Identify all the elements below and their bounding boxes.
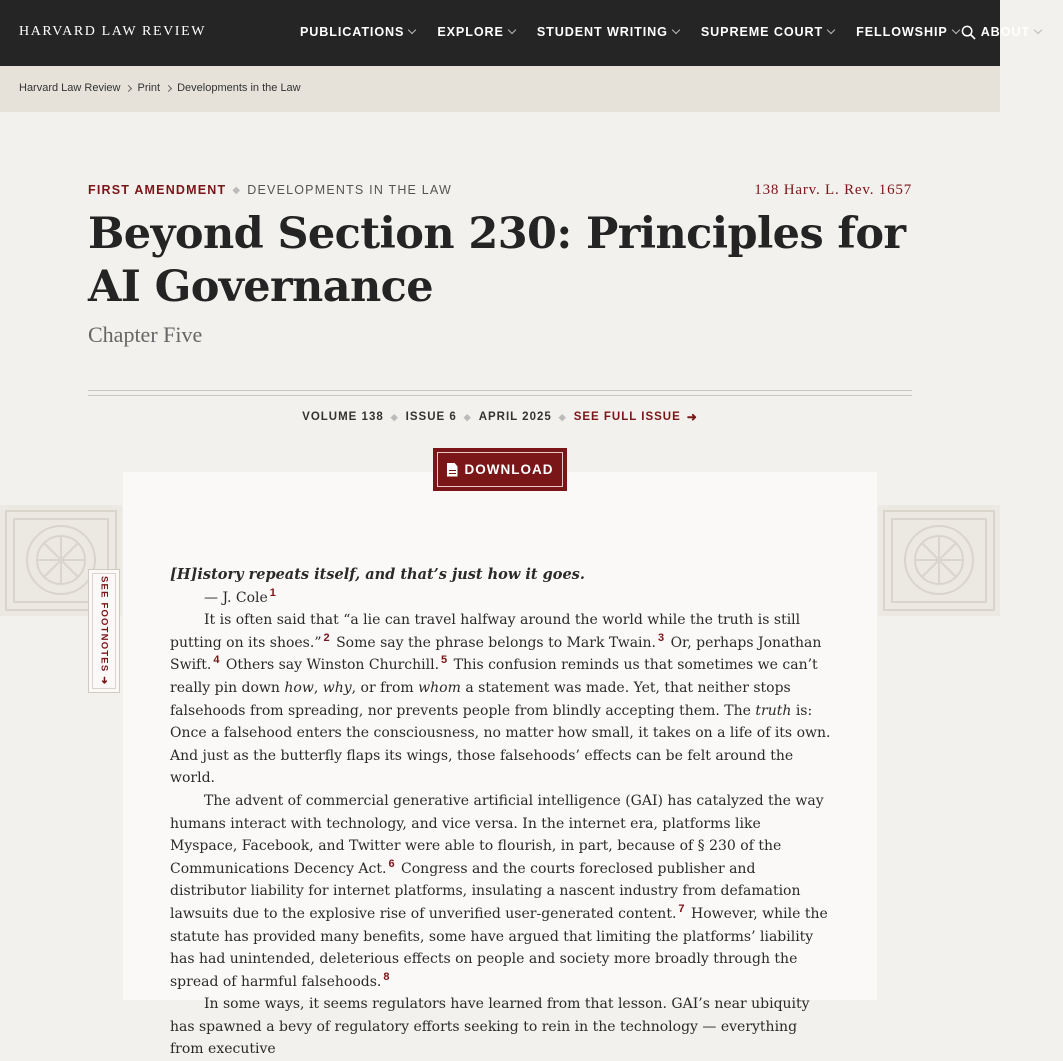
nav-supreme-court[interactable] xyxy=(701,25,834,39)
emphasis: truth xyxy=(755,702,792,719)
attribution-text: — J. Cole xyxy=(204,589,268,606)
nav-label: SUPREME COURT xyxy=(700,25,824,39)
paragraph xyxy=(170,609,832,790)
emphasis: whom xyxy=(418,679,461,696)
paragraph xyxy=(170,993,832,1061)
footnote-ref[interactable]: 4 xyxy=(213,654,220,667)
footnote-ref[interactable]: 8 xyxy=(383,970,390,983)
nav-label: PUBLICATIONS xyxy=(300,25,405,39)
diamond-separator-icon: ◆ xyxy=(463,411,472,422)
citation: 138 Harv. L. Rev. 1657 xyxy=(754,182,912,198)
chapter-subtitle: Chapter Five xyxy=(88,322,203,347)
chevron-right-icon xyxy=(125,84,132,91)
text-run: Others say Winston Churchill. xyxy=(225,657,440,674)
issue-label: ISSUE 6 xyxy=(405,411,457,423)
search-icon[interactable] xyxy=(961,25,976,40)
footnote-ref[interactable]: 3 xyxy=(658,631,665,644)
text-run: This confusion reminds us that sometimes we can’t really pin down xyxy=(170,657,818,696)
page-title: Beyond Section 230: Principles for AI Governance xyxy=(88,209,906,312)
divider xyxy=(88,390,912,391)
issue-date: APRIL 2025 xyxy=(478,411,552,423)
see-full-issue-link[interactable] xyxy=(574,410,698,424)
download-button[interactable] xyxy=(433,448,567,491)
diamond-separator-icon: ◆ xyxy=(558,411,567,422)
arrow-right-icon: ➜ xyxy=(686,410,698,424)
rosette-icon xyxy=(878,505,1000,616)
footnote-ref[interactable]: 1 xyxy=(269,586,276,599)
site-logo[interactable]: HARVARD LAW REVIEW xyxy=(19,24,207,39)
nav-fellowship[interactable] xyxy=(856,25,959,39)
diamond-separator-icon: ◆ xyxy=(390,411,399,422)
nav-student-writing[interactable] xyxy=(537,25,679,39)
decorative-ornament-right xyxy=(878,505,1000,616)
nav-label: STUDENT WRITING xyxy=(536,25,668,39)
text-run: , or from xyxy=(351,679,414,696)
footnote-ref[interactable]: 2 xyxy=(323,631,330,644)
chevron-right-icon xyxy=(165,84,172,91)
chevron-down-icon xyxy=(951,26,959,34)
chevron-down-icon xyxy=(408,26,416,34)
see-footnotes-button[interactable] xyxy=(88,569,120,693)
download-label: DOWNLOAD xyxy=(464,462,554,477)
epigraph-attribution xyxy=(170,587,832,610)
text-run: is: Once a falsehood enters the consciousness, no matter how small, it takes on a life of its own. And just as the butterfly flaps its wings, those falsehoods’ effects can be felt around the world. xyxy=(170,702,831,787)
footnote-ref[interactable]: 5 xyxy=(441,654,448,667)
nav-publications[interactable] xyxy=(300,25,415,39)
divider xyxy=(88,395,912,396)
text-run: , xyxy=(313,679,319,696)
emphasis: why xyxy=(322,679,352,696)
breadcrumb-link-print[interactable]: Print xyxy=(137,82,161,94)
footnote-ref[interactable]: 7 xyxy=(678,902,685,915)
text-run: However, while the statute has provided many benefits, some have argued that limiting the platforms’ liability has had unintended, deleterious effects on people and society more broadly through the spread of harmful falsehoods. xyxy=(170,905,828,990)
see-footnotes-label: SEE FOOTNOTES ➜ xyxy=(98,576,110,686)
nav-label: EXPLORE xyxy=(437,25,504,39)
epigraph: [H]istory repeats itself, and that’s just how it goes. xyxy=(170,566,585,583)
chevron-down-icon xyxy=(672,26,680,34)
text-run: a statement was made. Yet, that neither stops falsehoods from spreading, nor prevents people from blindly accepting them. The xyxy=(170,679,791,719)
category-link[interactable]: FIRST AMENDMENT xyxy=(88,183,227,197)
document-icon xyxy=(447,463,458,477)
top-nav xyxy=(0,0,1030,66)
paragraph xyxy=(170,790,832,993)
see-full-issue-label: SEE FULL ISSUE xyxy=(573,411,681,423)
breadcrumb-link-developments[interactable]: Developments in the Law xyxy=(177,82,301,94)
text-run: It is often said that “a lie can travel halfway around the world while the truth is still putting on its shoes.” xyxy=(170,612,801,651)
text-run: Some say the phrase belongs to Mark Twain. xyxy=(336,634,656,651)
series-link[interactable]: DEVELOPMENTS IN THE LAW xyxy=(247,183,452,197)
issue-info xyxy=(0,410,1000,424)
article-text xyxy=(170,564,832,1061)
chevron-down-icon xyxy=(827,26,835,34)
volume-label: VOLUME 138 xyxy=(302,411,384,423)
diamond-separator-icon: ◆ xyxy=(232,184,242,196)
nav-label: FELLOWSHIP xyxy=(856,25,948,39)
chevron-down-icon xyxy=(508,26,516,34)
text-run: In some ways, it seems regulators have learned from that lesson. GAI’s near ubiquity has spawned a bevy of regulatory efforts seeking to rein in the technology — everything from executive xyxy=(170,996,810,1058)
text-run: Congress and the courts foreclosed publisher and distributor liability for internet platforms, insulating a nascent industry from defamation lawsuits due to the explosive rise of unverified user-generated content. xyxy=(170,860,801,922)
nav-about[interactable] xyxy=(981,25,1041,39)
see-footnotes-inner xyxy=(92,573,116,689)
breadcrumb-bar xyxy=(0,66,1000,112)
emphasis: how xyxy=(284,679,314,696)
footnote-ref[interactable]: 6 xyxy=(388,857,395,870)
text-run: Or, perhaps Jonathan Swift. xyxy=(170,634,822,674)
breadcrumb-link-home[interactable]: Harvard Law Review xyxy=(19,82,121,94)
text-run: The advent of commercial generative artificial intelligence (GAI) has catalyzed the way humans interact with technology, and vice versa. In the internet era, platforms like Myspace, Facebook, and Twitter were able to flourish, in part, because of § 230 of the Communications Decency Act. xyxy=(170,792,824,877)
nav-label: ABOUT xyxy=(980,25,1030,39)
breadcrumb xyxy=(19,82,301,94)
nav-explore[interactable] xyxy=(437,25,514,39)
download-button-inner xyxy=(437,452,563,487)
article-kicker xyxy=(88,183,452,197)
main-menu xyxy=(300,25,1063,39)
chevron-down-icon xyxy=(1034,26,1042,34)
